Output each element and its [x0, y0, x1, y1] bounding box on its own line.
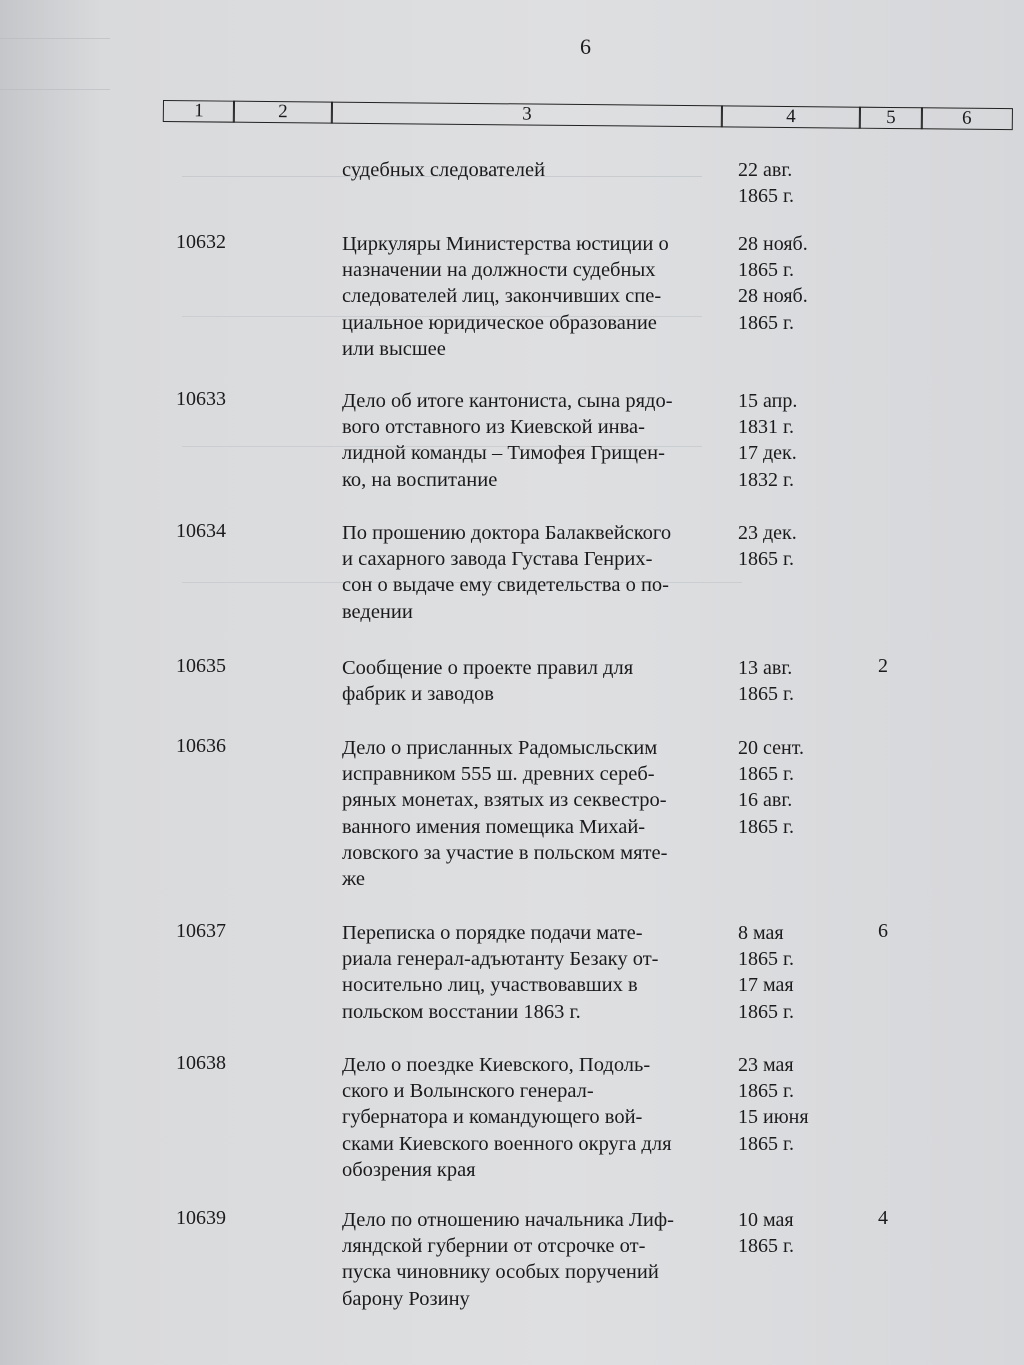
binding-edge	[0, 38, 110, 90]
record-title: Дело о присланных Радомысльским исправником 555 ш. древних сереб- ряных монетах, взятых из секвестро- ванного имения помещика Михай- ловского за участие в польском мяте- же	[342, 737, 668, 891]
record-title: Дело об итоге кантониста, сына рядо- вого отставного из Киевской инва- лидной команды – Тимофея Грищен- ко, на воспитание	[342, 390, 673, 491]
record-number: 10638	[176, 1052, 226, 1074]
column-header-6: 6	[921, 107, 1013, 130]
column-header-row	[163, 100, 1013, 138]
record-number: 10632	[176, 231, 226, 253]
record-title: Циркуляры Министерства юстиции о назначении на должности судебных следователей лиц, закончивших спе- циальное юридическое образование или высшее	[342, 233, 669, 360]
column-header-2: 2	[233, 101, 333, 124]
record-dates: 8 мая 1865 г. 17 мая 1865 г.	[738, 922, 794, 1023]
record-dates: 23 дек. 1865 г.	[738, 522, 797, 571]
page-number: 6	[580, 34, 591, 59]
record-title: Дело о поездке Киевского, Подоль- ского и Волынского генерал- губернатора и командующего вой- сками Киевского военного округа для обозрения края	[342, 1054, 672, 1181]
record-dates: 10 мая 1865 г.	[738, 1209, 794, 1258]
record-title: Переписка о порядке подачи мате- риала генерал-адъютанту Безаку от- носительно лиц, участвовавших в польском восстании 1863 г.	[342, 922, 659, 1023]
record-dates: 23 мая 1865 г. 15 июня 1865 г.	[738, 1054, 809, 1155]
record-number: 10639	[176, 1207, 226, 1229]
column-header-5: 5	[859, 107, 923, 130]
column-header-1: 1	[163, 100, 235, 123]
record-title: Сообщение о проекте правил для фабрик и заводов	[342, 657, 634, 706]
record-number: 10636	[176, 735, 226, 757]
record-title: По прошению доктора Балаквейского и сахарного завода Густава Генрих- сон о выдаче ему свидетельства о по- ведении	[342, 522, 672, 623]
column-header-3: 3	[331, 102, 723, 128]
column-header-4: 4	[721, 105, 861, 128]
record-dates: 22 авг. 1865 г.	[738, 159, 794, 208]
record-sheets: 4	[878, 1207, 888, 1229]
record-number: 10637	[176, 920, 226, 942]
record-sheets: 2	[878, 655, 888, 677]
record-dates: 15 апр. 1831 г. 17 дек. 1832 г.	[738, 390, 798, 491]
record-sheets: 6	[878, 920, 888, 942]
record-dates: 13 авг. 1865 г.	[738, 657, 794, 706]
record-number: 10634	[176, 520, 226, 542]
record-title: Дело по отношению начальника Лиф- ляндской губернии от отсрочке от- пуска чиновнику особых поручений барону Розину	[342, 1209, 674, 1310]
record-number: 10635	[176, 655, 226, 677]
record-number: 10633	[176, 388, 226, 410]
record-title: судебных следователей	[342, 159, 546, 181]
record-dates: 28 нояб. 1865 г. 28 нояб. 1865 г.	[738, 233, 808, 334]
record-dates: 20 сент. 1865 г. 16 авг. 1865 г.	[738, 737, 804, 838]
